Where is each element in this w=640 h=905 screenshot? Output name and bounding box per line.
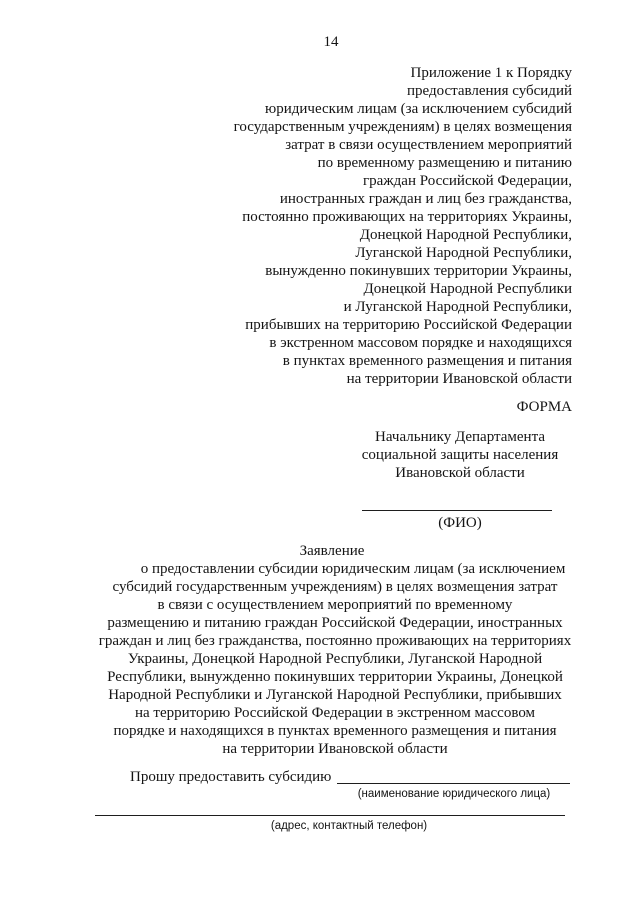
statement-subject-block: [30, 560, 640, 758]
org-name-blank-line: [337, 783, 570, 784]
appendix-line: предоставления субсидий: [406, 83, 572, 99]
appendix-line: юридическим лицам (за исключением субсидий: [265, 101, 572, 117]
appendix-line: и Луганской Народной Республики,: [343, 299, 572, 315]
statement-line: субсидий государственным учреждениям) в целях возмещения затрат: [112, 579, 558, 595]
statement-line: Республики, вынужденно покинувших территории Украины, Донецкой: [107, 669, 563, 685]
appendix-line: Донецкой Народной Республики: [363, 281, 572, 297]
appendix-line: государственным учреждениям) в целях возмещения: [233, 119, 572, 135]
appendix-line: иностранных граждан и лиц без гражданства,: [279, 191, 572, 207]
statement-line: на территории Ивановской области: [222, 741, 448, 757]
statement-title: Заявление: [299, 543, 365, 559]
appendix-line: Луганской Народной Республики,: [355, 245, 572, 261]
statement-line: размещению и питанию граждан Российской Федерации, иностранных: [107, 615, 563, 631]
statement-line: на территорию Российской Федерации в экстренном массовом: [134, 705, 536, 721]
request-text: Прошу предоставить субсидию: [130, 769, 332, 785]
appendix-line: Приложение 1 к Порядку: [410, 65, 572, 81]
appendix-line: прибывших на территорию Российской Федерации: [245, 317, 572, 333]
statement-line: Народной Республики и Луганской Народной Республики, прибывших: [108, 687, 562, 703]
addressee-line: социальной защиты населения: [361, 447, 559, 463]
appendix-line: в пунктах временного размещения и питания: [282, 353, 572, 369]
addressee-line: Ивановской области: [395, 465, 525, 481]
statement-line: граждан и лиц без гражданства, постоянно проживающих на территориях: [98, 633, 572, 649]
addressee-line: Начальнику Департамента: [375, 429, 545, 445]
appendix-line: граждан Российской Федерации,: [362, 173, 572, 189]
appendix-line: вынужденно покинувших территории Украины,: [265, 263, 572, 279]
org-name-caption: (наименование юридического лица): [357, 788, 551, 800]
appendix-line: постоянно проживающих на территориях Украины,: [242, 209, 572, 225]
appendix-header-block: [60, 64, 572, 388]
fio-caption: (ФИО): [438, 515, 482, 531]
addressee-block: [280, 428, 640, 482]
appendix-line: в экстренном массовом порядке и находящихся: [269, 335, 572, 351]
statement-line: порядке и находящихся в пунктах временного размещения и питания: [113, 723, 557, 739]
form-label: ФОРМА: [516, 399, 572, 415]
appendix-line: по временному размещению и питанию: [317, 155, 572, 171]
address-blank-line: [95, 815, 565, 816]
appendix-line: Донецкой Народной Республики,: [359, 227, 572, 243]
fio-blank-line: [362, 510, 552, 511]
statement-line: Украины, Донецкой Народной Республики, Луганской Народной: [127, 651, 543, 667]
address-caption: (адрес, контактный телефон): [270, 820, 428, 832]
statement-line: о предоставлении субсидии юридическим лицам (за исключением: [140, 561, 566, 577]
page-number: 14: [323, 34, 339, 50]
appendix-line: затрат в связи осуществлением мероприятий: [285, 137, 572, 153]
appendix-line: на территории Ивановской области: [346, 371, 572, 387]
statement-line: в связи с осуществлением мероприятий по временному: [157, 597, 513, 613]
